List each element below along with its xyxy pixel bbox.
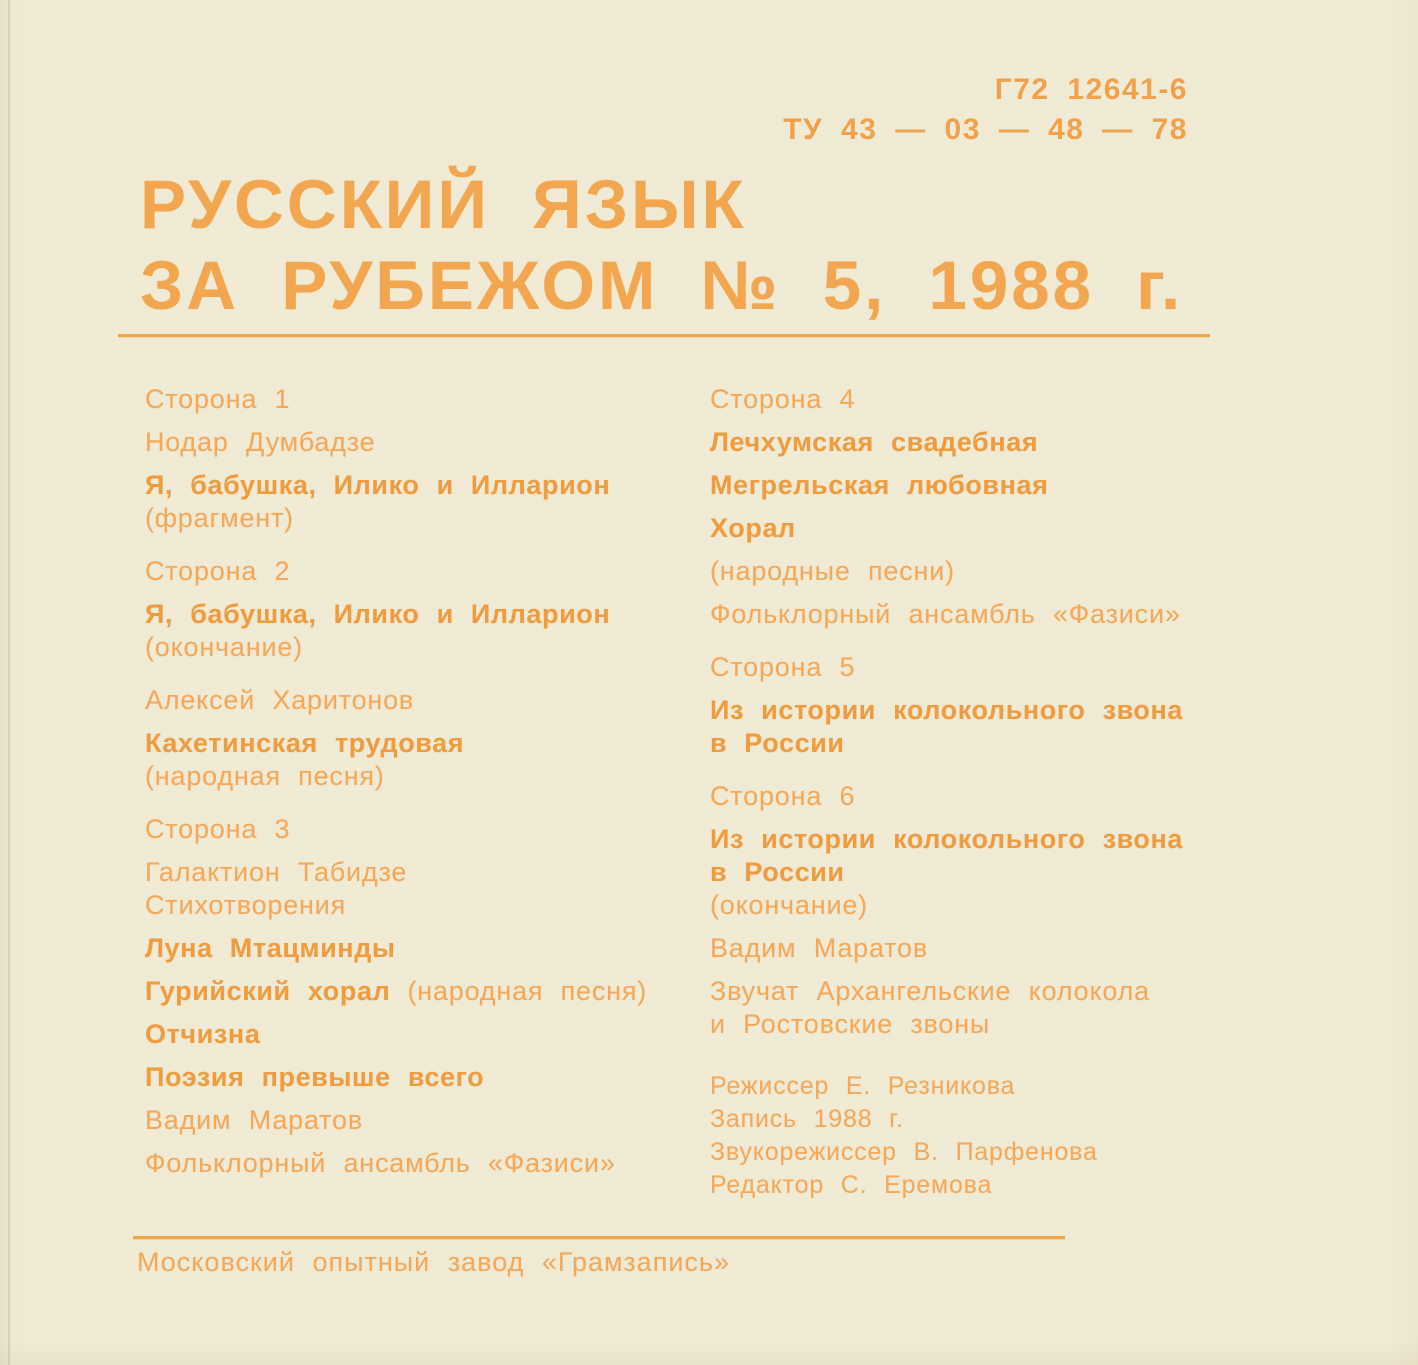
track-title — [145, 1019, 710, 1049]
catalog-number: Г72 12641-6 — [994, 73, 1188, 106]
text-segment: Звукорежиссер В. Парфенова — [710, 1138, 1098, 1166]
text-segment: (окончание) — [710, 890, 868, 920]
text-segment: Сторона 2 — [145, 556, 291, 586]
works-note — [145, 890, 710, 920]
side-4-heading — [710, 384, 1275, 414]
track-note — [710, 556, 1275, 586]
text-segment: Звучат Архангельские колокола — [710, 976, 1150, 1006]
scan-crease — [8, 0, 10, 1365]
side-1-heading — [145, 384, 710, 414]
poet-name — [145, 857, 710, 887]
publisher-footer: Московский опытный завод «Грамзапись» — [137, 1247, 730, 1277]
text-segment: Режиссер Е. Резникова — [710, 1072, 1016, 1100]
author-name — [145, 427, 710, 457]
tracklist-right-column — [710, 384, 1275, 1200]
track-title-cont — [710, 728, 1275, 758]
text-segment: Нодар Думбадзе — [145, 427, 376, 457]
track-note — [145, 761, 710, 791]
bold-text-segment: Из истории колокольного звона — [710, 824, 1184, 854]
catalog-block — [783, 70, 1188, 150]
track-title — [145, 599, 710, 629]
text-segment: Запись 1988 г. — [710, 1105, 904, 1133]
bold-text-segment: в России — [710, 728, 845, 758]
text-segment: (народные песни) — [710, 556, 955, 586]
side-3-heading — [145, 814, 710, 844]
bold-text-segment: Поэзия превыше всего — [145, 1062, 485, 1092]
composer-name — [145, 685, 710, 715]
credit-sound-engineer — [710, 1138, 1275, 1167]
credit-editor — [710, 1171, 1275, 1200]
bold-text-segment: Мегрельская любовная — [710, 470, 1049, 500]
page-title — [140, 164, 1183, 326]
track-note — [145, 503, 710, 533]
text-segment: (окончание) — [145, 632, 303, 662]
text-segment: Алексей Харитонов — [145, 685, 415, 715]
text-segment: Фольклорный ансамбль «Фазиси» — [145, 1148, 616, 1178]
text-segment: Сторона 4 — [710, 384, 856, 414]
bold-text-segment: Хорал — [710, 513, 796, 543]
track-title — [710, 427, 1275, 457]
top-divider — [118, 334, 1210, 337]
track-title — [710, 695, 1275, 725]
text-segment: Редактор С. Еремова — [710, 1171, 993, 1199]
performer-name — [710, 933, 1275, 963]
track-title — [145, 1062, 710, 1092]
text-segment: Сторона 1 — [145, 384, 291, 414]
track-title — [710, 470, 1275, 500]
track-title — [145, 470, 710, 500]
text-segment: Стихотворения — [145, 890, 347, 920]
bold-text-segment: Гурийский хорал — [145, 976, 408, 1006]
text-segment: Сторона 3 — [145, 814, 291, 844]
bold-text-segment: Я, бабушка, Илико и Илларион — [145, 470, 611, 500]
bottom-divider — [133, 1236, 1065, 1239]
tracklist-left-column — [145, 384, 710, 1178]
credit-director — [710, 1072, 1275, 1101]
text-segment: Сторона 6 — [710, 781, 856, 811]
bold-text-segment: Из истории колокольного звона — [710, 695, 1184, 725]
bold-text-segment: Кахетинская трудовая — [145, 728, 465, 758]
track-title — [145, 728, 710, 758]
standard-number: ТУ 43 — 03 — 48 — 78 — [783, 113, 1188, 146]
page-title-line2: ЗА РУБЕЖОМ № 5, 1988 г. — [140, 247, 1184, 324]
side-5-heading — [710, 652, 1275, 682]
side-6-heading — [710, 781, 1275, 811]
bold-text-segment: Луна Мтацминды — [145, 933, 396, 963]
text-segment: Фольклорный ансамбль «Фазиси» — [710, 599, 1181, 629]
text-segment: Галактион Табидзе — [145, 857, 408, 887]
track-note — [145, 632, 710, 662]
track-title — [710, 513, 1275, 543]
side-2-heading — [145, 556, 710, 586]
track-note — [710, 890, 1275, 920]
bold-text-segment: в России — [710, 857, 845, 887]
bold-text-segment: Я, бабушка, Илико и Илларион — [145, 599, 611, 629]
track-title — [145, 976, 710, 1006]
track-title — [145, 933, 710, 963]
performer-name — [145, 1105, 710, 1135]
ensemble-name — [145, 1148, 710, 1178]
bold-text-segment: Отчизна — [145, 1019, 261, 1049]
text-segment: Вадим Маратов — [145, 1105, 363, 1135]
track-title — [710, 824, 1275, 854]
page-title-line1: РУССКИЙ ЯЗЫК — [140, 166, 747, 243]
text-segment: Сторона 5 — [710, 652, 856, 682]
text-segment: Вадим Маратов — [710, 933, 928, 963]
text-segment: (народная песня) — [145, 761, 385, 791]
track-title-cont — [710, 857, 1275, 887]
track-description — [710, 976, 1275, 1006]
text-segment: (фрагмент) — [145, 503, 294, 533]
text-segment: (народная песня) — [407, 976, 648, 1006]
ensemble-name — [710, 599, 1275, 629]
bold-text-segment: Лечхумская свадебная — [710, 427, 1039, 457]
credit-recording-year — [710, 1105, 1275, 1134]
track-description-cont — [710, 1009, 1275, 1039]
text-segment: и Ростовские звоны — [710, 1009, 991, 1039]
